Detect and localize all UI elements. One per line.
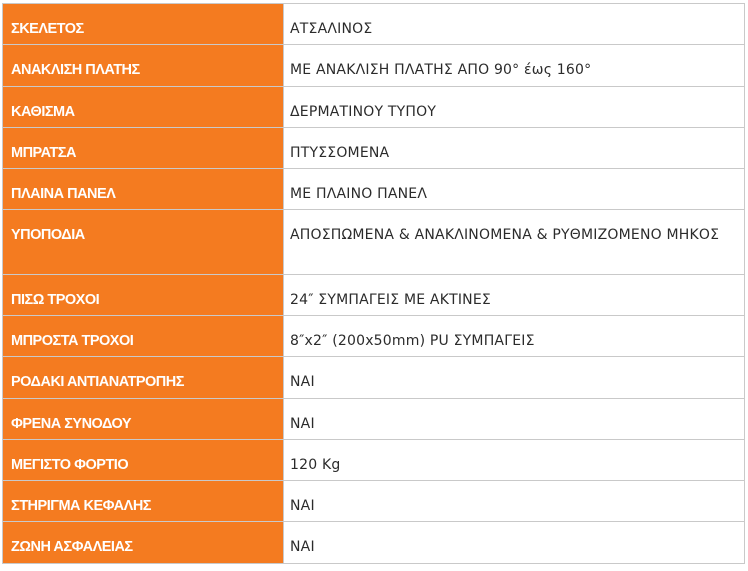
spec-label-cell <box>3 87 284 128</box>
spec-value-cell <box>284 275 745 316</box>
spec-value: ΜΕ ΑΝΑΚΛΙΣΗ ΠΛΑΤΗΣ ΑΠΟ 90° έως 160° <box>290 62 592 78</box>
spec-label: ΠΛΑΙΝΑ ΠΑΝΕΛ <box>11 186 116 202</box>
table-row <box>3 399 745 440</box>
spec-label-cell <box>3 210 284 275</box>
spec-label: ΡΟΔΑΚΙ ΑΝΤΙΑΝΑΤΡΟΠΗΣ <box>11 374 184 390</box>
table-row <box>3 522 745 564</box>
spec-label-cell <box>3 522 284 564</box>
table-row <box>3 275 745 316</box>
table-row <box>3 440 745 481</box>
spec-label: ΦΡΕΝΑ ΣΥΝΟΔΟΥ <box>11 416 132 432</box>
spec-value-cell <box>284 87 745 128</box>
spec-value-cell <box>284 399 745 440</box>
spec-value-cell <box>284 128 745 169</box>
spec-label-cell <box>3 275 284 316</box>
spec-value-cell <box>284 4 745 45</box>
spec-label-cell <box>3 440 284 481</box>
spec-label: ΠΙΣΩ ΤΡΟΧΟΙ <box>11 292 100 308</box>
spec-label: ΑΝΑΚΛΙΣΗ ΠΛΑΤΗΣ <box>11 62 140 78</box>
specifications-table <box>2 3 745 564</box>
spec-value-cell <box>284 210 745 275</box>
spec-label: ΚΑΘΙΣΜΑ <box>11 104 75 120</box>
spec-label-cell <box>3 399 284 440</box>
table-row <box>3 4 745 45</box>
spec-label: ΣΤΗΡΙΓΜΑ ΚΕΦΑΛΗΣ <box>11 498 151 514</box>
table-row <box>3 87 745 128</box>
spec-value: ΠΤΥΣΣΟΜΕΝΑ <box>290 145 390 161</box>
spec-value: 120 Kg <box>290 457 341 473</box>
spec-value: ΝΑΙ <box>290 498 315 514</box>
spec-value: ΑΤΣΑΛΙΝΟΣ <box>290 21 373 37</box>
spec-label: ΜΠΡΑΤΣΑ <box>11 145 76 161</box>
spec-label-cell <box>3 4 284 45</box>
spec-value-cell <box>284 481 745 522</box>
spec-value: ΜΕ ΠΛΑΙΝΟ ΠΑΝΕΛ <box>290 186 428 202</box>
spec-label-cell <box>3 481 284 522</box>
spec-value-cell <box>284 522 745 564</box>
spec-value-cell <box>284 440 745 481</box>
spec-label-cell <box>3 45 284 87</box>
spec-value-cell <box>284 169 745 210</box>
spec-value: ΝΑΙ <box>290 416 315 432</box>
spec-value: 8″x2″ (200x50mm) PU ΣΥΜΠΑΓΕΙΣ <box>290 333 535 349</box>
spec-label: ΜΕΓΙΣΤΟ ΦΟΡΤΙΟ <box>11 457 129 473</box>
spec-label-cell <box>3 128 284 169</box>
table-row <box>3 316 745 357</box>
table-row <box>3 128 745 169</box>
spec-label-cell <box>3 316 284 357</box>
specifications-table-body <box>3 4 745 564</box>
spec-label: ΣΚΕΛΕΤΟΣ <box>11 21 84 37</box>
spec-value-cell <box>284 357 745 399</box>
spec-label: ΥΠΟΠΟΔΙΑ <box>11 227 85 243</box>
table-row <box>3 210 745 275</box>
table-row <box>3 45 745 87</box>
spec-label: ΖΩΝΗ ΑΣΦΑΛΕΙΑΣ <box>11 539 133 555</box>
spec-value: ΝΑΙ <box>290 539 315 555</box>
spec-label: ΜΠΡΟΣΤΑ ΤΡΟΧΟΙ <box>11 333 134 349</box>
table-row <box>3 357 745 399</box>
spec-value-cell <box>284 316 745 357</box>
table-row <box>3 481 745 522</box>
spec-label-cell <box>3 357 284 399</box>
table-row <box>3 169 745 210</box>
spec-value: ΔΕΡΜΑΤΙΝΟΥ ΤΥΠΟΥ <box>290 104 437 120</box>
spec-value: ΝΑΙ <box>290 374 315 390</box>
spec-value: 24″ ΣΥΜΠΑΓΕΙΣ ΜΕ ΑΚΤΙΝΕΣ <box>290 292 491 308</box>
spec-label-cell <box>3 169 284 210</box>
spec-value-cell <box>284 45 745 87</box>
spec-value: ΑΠΟΣΠΩΜΕΝΑ & ΑΝΑΚΛΙΝΟΜΕΝΑ & ΡΥΘΜΙΖΟΜΕΝΟ ΜΗΚΟΣ <box>290 227 720 243</box>
